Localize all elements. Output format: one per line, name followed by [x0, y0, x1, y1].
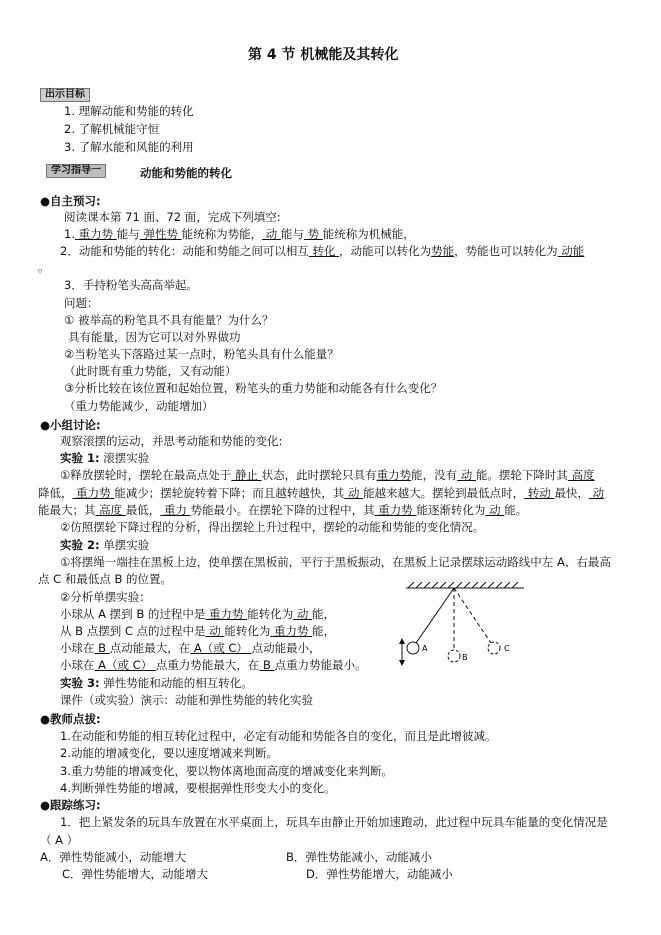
practice-q1: 1．把上紧发条的玩具车放置在水平桌面上，玩具车由静止开始加速跑动，此过程中玩具车能量的变化情况是	[60, 815, 608, 829]
practice-heading: ●跟踪练习:	[40, 798, 101, 812]
preview-heading: ●自主预习:	[40, 194, 101, 208]
ball-b	[448, 650, 460, 662]
exp2-line6: 小球在 B 点动能最大，在 A（或 C） 点动能最小，	[60, 641, 321, 655]
preview-intro: 阅读课本第 71 面、72 面，完成下列填空:	[64, 210, 281, 224]
pendulum-diagram	[398, 582, 548, 672]
preview-q2: 2．动能和势能的转化：动能和势能之间可以相互 转化 ，动能可以转化为势能，势能也可以转化为 动能	[60, 244, 585, 258]
string-c	[454, 588, 493, 646]
label-b: B	[462, 653, 468, 662]
group-heading: ●小组讨论:	[40, 418, 101, 432]
goal-3: 3. 了解水能和风能的利用	[64, 140, 194, 154]
arrow-head-up-icon	[399, 638, 405, 644]
exp2-line1: ①将摆绳一端挂在黑板上边，使单摆在黑板前，平行于黑板振动，在黑板上记录摆球运动路线中左 A、右最高	[60, 555, 611, 569]
exp2-line3: ②分析单摆实验：	[60, 590, 151, 604]
teacher-heading: ●教师点拔:	[40, 712, 101, 726]
label-a: A	[422, 644, 428, 653]
preview-q1: 1. 重力势 能与 弹性势 能统称为势能， 动 能与 势 能统称为机械能，	[64, 227, 415, 241]
group-intro: 观察滚摆的运动，并思考动能和势能的变化:	[60, 434, 283, 448]
preview-q3: 3．手持粉笔头高高举起。	[64, 278, 198, 292]
question-2: ②当粉笔头下落路过某一点时，粉笔头具有什么能量？	[64, 347, 339, 361]
teacher-tip-2: 2.动能的增减变化，要以速度增减来判断。	[60, 746, 278, 760]
exp1-title: 实验 1: 滚摆实验	[60, 451, 150, 465]
guide-title: 动能和势能的转化	[140, 166, 232, 180]
teacher-tip-3: 3.重力势能的增减变化，要以物体离地面高度的增减变化来判断。	[60, 764, 393, 778]
exp1-line1: ①释放摆轮时，摆轮在最高点处于 静止 状态，此时摆轮只具有重力势能，没有 动 能。摆轮下降时其 高度	[60, 468, 595, 482]
exp2-line5: 从 B 点摆到 C 点的过程中是 动 能转化为 重力势 能，	[60, 624, 336, 638]
exp2-title: 实验 2: 单摆实验	[60, 538, 150, 552]
teacher-tip-4: 4.判断弹性势能的增减，要根据弹性形变大小的变化。	[60, 781, 336, 795]
guide-tag: 学习指导一	[46, 164, 106, 178]
preview-q2-end: 。	[38, 260, 50, 274]
ceiling-hatch	[406, 582, 524, 588]
string-a	[414, 588, 454, 646]
answer-2: （此时既有重力势能，又有动能）	[64, 364, 237, 378]
option-a: A．弹性势能减小，动能增大	[40, 850, 186, 864]
exp3-title: 实验 3: 弹性势能和动能的相互转化。	[60, 676, 253, 690]
exp1-line3: 能最大；其 高度 最低， 重力 势能最小。在摆轮下降的过程中，其 重力势 能逐渐转化为 动 能。	[38, 503, 528, 517]
arrow-head-down-icon	[399, 660, 405, 666]
exp2-line2: 点 C 和最低点 B 的位置。	[38, 572, 173, 586]
exp2-line4: 小球从 A 摆到 B 的过程中是 重力势 能转化为 动 能，	[60, 607, 336, 621]
option-c: C．弹性势能增大，动能增大	[62, 867, 209, 881]
question-1: ① 被举高的粉笔具不具有能量？为什么？	[64, 313, 274, 327]
exp1-line2: 降低， 重力势 能减少；摆轮旋转着下降；而且越转越快，其 动 能越来越大。摆轮到最低点时， 转动 最快， 动	[38, 486, 605, 500]
ball-a	[407, 642, 419, 654]
ball-c	[488, 642, 500, 654]
question-3: ③分析比较在该位置和起始位置，粉笔头的重力势能和动能各有什么变化？	[64, 381, 443, 395]
answer-1: 具有能量，因为它可以对外界做功	[68, 330, 241, 344]
goals-tag: 出示目标	[40, 88, 90, 102]
exp1-line4: ②仿照摆轮下降过程的分析，得出摆轮上升过程中，摆轮的动能和势能的变化情况。	[60, 520, 485, 534]
exp3-line1: 课件（或实验）演示：动能和弹性势能的转化实验	[60, 693, 313, 707]
option-d: D．弹性势能增大，动能减小	[306, 867, 453, 881]
exp2-line7: 小球在 A（或 C） 点重力势能最大，在 B 点重力势能最小。	[60, 658, 367, 672]
answer-3: （重力势能减少，动能增加）	[64, 399, 214, 413]
goal-2: 2. 了解机械能守恒	[64, 122, 160, 136]
label-c: C	[504, 644, 510, 653]
page-title: 第 4 节 机械能及其转化	[248, 47, 399, 63]
option-b: B．弹性势能减小，动能减小	[286, 850, 432, 864]
question-label: 问题：	[64, 296, 99, 310]
practice-answer: （ A ）	[40, 833, 79, 847]
goal-1: 1. 理解动能和势能的转化	[64, 104, 194, 118]
teacher-tip-1: 1.在动能和势能的相互转化过程中，必定有动能和势能各自的变化，而且是此增彼减。	[60, 729, 497, 743]
